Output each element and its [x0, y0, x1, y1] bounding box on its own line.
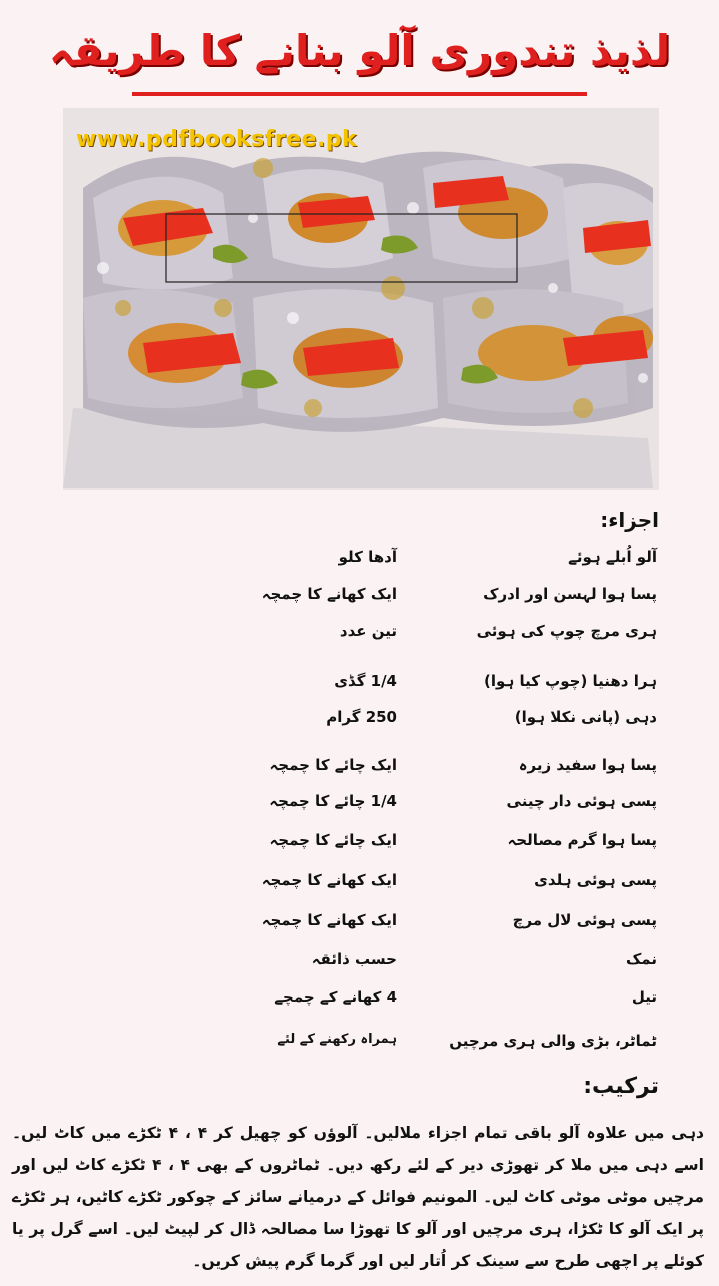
- recipe-photo: [63, 108, 659, 490]
- ingredient-row: [0, 988, 719, 1024]
- ingredient-row: [0, 831, 719, 867]
- ingredient-qty: 250 گرام: [326, 708, 397, 726]
- ingredient-qty: ایک چائے کا چمچہ: [269, 756, 397, 774]
- ingredient-qty: ایک چائے کا چمچہ: [269, 831, 397, 849]
- ingredient-qty: ایک کھانے کا چمچہ: [261, 871, 397, 889]
- foil-potatoes-illustration: [63, 108, 659, 490]
- ingredient-qty: حسب ذائقہ: [311, 950, 397, 968]
- ingredient-qty: 4 کھانے کے چمچے: [274, 988, 397, 1006]
- ingredient-name: ہرا دھنیا (چوپ کیا ہوا): [484, 672, 657, 690]
- ingredient-row: [0, 911, 719, 947]
- ingredient-row: [0, 708, 719, 744]
- title-underline: [132, 92, 587, 96]
- ingredient-name: آلو اُبلے ہوئے: [568, 548, 657, 566]
- method-heading: ترکیب:: [583, 1074, 659, 1099]
- ingredient-name: ہری مرچ چوپ کی ہوئی: [476, 622, 657, 640]
- ingredient-row: [0, 548, 719, 584]
- ingredient-row: [0, 756, 719, 792]
- ingredient-name: پسا ہوا گرم مصالحہ: [507, 831, 657, 849]
- ingredient-name: پسی ہوئی لال مرچ: [512, 911, 657, 929]
- ingredient-name: پسی ہوئی دار چینی: [506, 792, 657, 810]
- ingredient-name: پسی ہوئی ہلدی: [534, 871, 657, 889]
- ingredient-name: دہی (پانی نکلا ہوا): [514, 708, 657, 726]
- ingredients-heading: اجزاء:: [600, 508, 659, 532]
- ingredient-row: [0, 622, 719, 658]
- ingredient-name: ٹماٹر، بڑی والی ہری مرچیں: [449, 1032, 657, 1050]
- ingredient-qty: ایک کھانے کا چمچہ: [261, 911, 397, 929]
- ingredient-qty: تین عدد: [339, 622, 397, 640]
- ingredient-name: نمک: [625, 950, 657, 968]
- ingredient-row: [0, 672, 719, 708]
- method-paragraph: دہی میں علاوہ آلو باقی تمام اجزاء ملالیں۔ آلوؤں کو چھیل کر ۴ ، ۴ ٹکڑے میں کاٹ لیں۔ اسے دہی میں ملا کر تھوڑی دیر کے لئے رکھ دیں۔ ٹماٹروں کے بھی ۴ ، ۴ ٹکڑے کاٹ لیں اور مرچیں موٹی موٹی کاٹ لیں۔ المونیم فوائل کے درمیانے سائز کے چوکور ٹکڑے کاٹیں، ہر ٹکڑے پر ایک آلو کا ٹکڑا، ہری مرچیں اور آلو کا تھوڑا سا مصالحہ ڈال کر لپیٹ لیں۔ اسے گرل پر یا کوئلے پر اچھی طرح سے سینک کر اُتار لیں اور گرما گرم پیش کریں۔: [12, 1124, 704, 1270]
- ingredient-qty: ہمراہ رکھنے کے لئے: [277, 1032, 397, 1047]
- watermark-url: www.pdfbooksfree.pk: [76, 127, 358, 152]
- ingredient-qty: 1/4 گڈی: [334, 672, 397, 690]
- ingredient-row: [0, 792, 719, 828]
- page-title: لذیذ تندوری آلو بنانے کا طریقہ: [48, 26, 671, 75]
- ingredient-row: [0, 1032, 719, 1068]
- ingredient-qty: آدھا کلو: [338, 548, 397, 566]
- ingredient-name: پسا ہوا سفید زیرہ: [518, 756, 657, 774]
- ingredient-name: تیل: [631, 988, 657, 1006]
- ingredient-name: پسا ہوا لہسن اور ادرک: [483, 585, 657, 603]
- ingredient-row: [0, 950, 719, 986]
- ingredient-qty: 1/4 چائے کا چمچہ: [269, 792, 397, 810]
- ingredient-row: [0, 585, 719, 621]
- ingredient-row: [0, 871, 719, 907]
- ingredient-qty: ایک کھانے کا چمچہ: [261, 585, 397, 603]
